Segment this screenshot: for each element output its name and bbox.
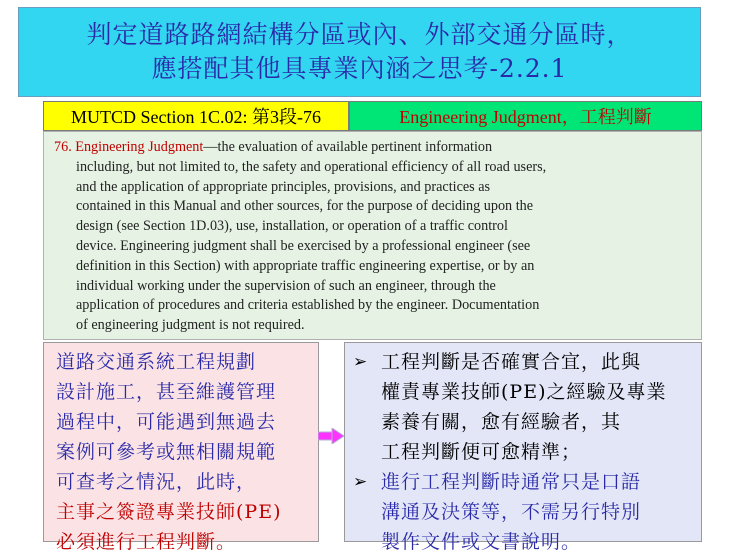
bullet-continuation: 權責專業技師(PE)之經驗及專業 [381, 381, 667, 403]
section-header: MUTCD Section 1C.02: 第3段-76 [43, 101, 349, 131]
context-line: 可查考之情況，此時， [56, 471, 257, 493]
context-line: 設計施工，甚至維護管理 [56, 381, 277, 403]
right-arrow-icon [318, 428, 344, 444]
definition-line: design (see Section 1D.03), use, installation, or operation of a traffic control [76, 218, 508, 235]
context-line: 道路交通系統工程規劃 [56, 351, 257, 373]
context-line: 案例可參考或無相關規範 [56, 441, 277, 463]
definition-line: and the application of appropriate principles, provisions, and practices as [76, 178, 491, 195]
definition-term: Engineering Judgment [75, 139, 204, 155]
slide-title [18, 7, 701, 97]
bullet-item [353, 467, 701, 497]
definition-line: of engineering judgment is not required. [76, 317, 305, 334]
definition-line: definition in this Section) with appropriate traffic engineering expertise, or by an [76, 257, 535, 274]
definition-line: including, but not limited to, the safety and operational efficiency of all road users, [76, 158, 547, 175]
bullet-continuation: 溝通及決策等，不需另行特別 [381, 501, 642, 523]
arrow-bullet-icon: ➢ [353, 352, 369, 372]
bullet-continuation: 工程判斷便可愈精準； [381, 441, 582, 463]
term-header: Engineering Judgment，工程判斷 [349, 101, 702, 131]
bullet-text: 進行工程判斷時通常只是口語 [381, 471, 642, 493]
context-line: 過程中，可能遇到無過去 [56, 411, 277, 433]
definition-first-line-text: —the evaluation of available pertinent information [203, 139, 493, 155]
notes-box [344, 342, 702, 553]
bullet-item [353, 347, 701, 377]
definition-number: 76. [54, 139, 72, 155]
definition-line: individual working under the supervision of such an engineer, through the [76, 277, 496, 294]
context-line-highlight: 主事之簽證專業技師(PE) [56, 501, 282, 523]
context-box [43, 342, 319, 553]
title-line-2: 應搭配其他具專業內涵之思考-2.2.1 [151, 54, 568, 83]
definition-line: application of procedures and criteria established by the engineer. Documentation [76, 297, 540, 314]
definition-box [43, 131, 702, 340]
definition-first-line [54, 138, 691, 158]
title-line-1: 判定道路路網結構分區或內、外部交通分區時， [86, 20, 633, 49]
bullet-continuation: 素養有關，愈有經驗者，其 [381, 411, 622, 433]
definition-line: device. Engineering judgment shall be exercised by a professional engineer (see [76, 237, 531, 254]
bullet-continuation: 製作文件或文書說明。 [381, 531, 582, 553]
bullet-text: 工程判斷是否確實合宜，此與 [381, 351, 642, 373]
context-line-highlight: 必須進行工程判斷。 [56, 531, 237, 553]
definition-line: contained in this Manual and other sources, for the purpose of deciding upon the [76, 198, 534, 215]
arrow-bullet-icon: ➢ [353, 472, 369, 492]
